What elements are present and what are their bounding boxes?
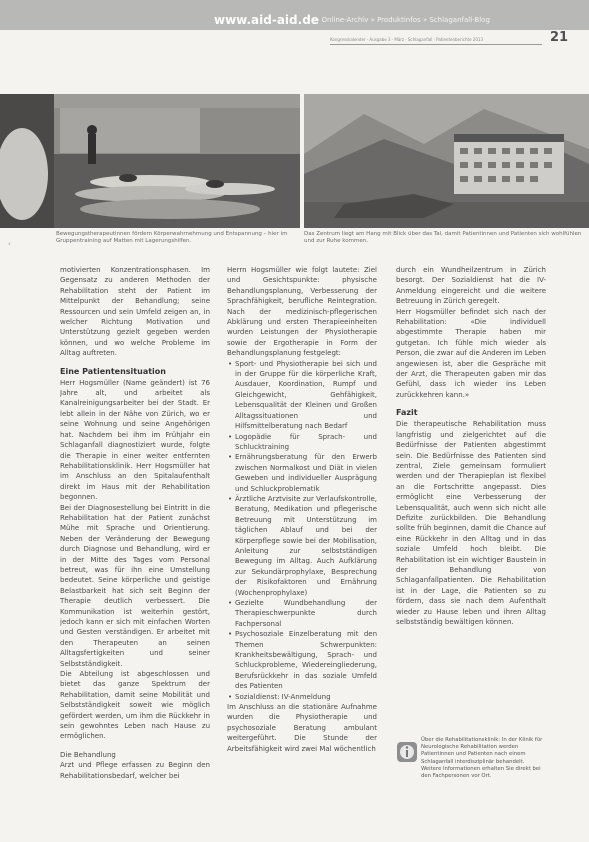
- photo-clinic-building: [304, 94, 589, 228]
- therapy-list-item: • Logopädie für Sprach- und Schlucktraining: [235, 432, 377, 453]
- therapy-list-item: • Sport- und Physiotherapie bei sich und in der Gruppe für die körperliche Kraft, Ausdauer, Koordination, Rumpf und Gleichgewicht, Gehfähigkeit, Lebensqualität der Kleinen und Großen Alltagssituationen und Hilfsmittelberatung nach Bedarf: [235, 359, 377, 432]
- photo-clinic-building-image: [304, 94, 589, 228]
- site-url[interactable]: www.aid-aid.de: [214, 13, 319, 27]
- therapy-list-item: • Gezielte Wundbehandlung der Therapieschwerpunkte durch Fachpersonal: [235, 598, 377, 629]
- col3-para2: Herr Hogsmüller befindet sich nach der Rehabilitation: «Die individuell abgestimmte Therapie haben mir gutgetan. Ich fühle mich wieder als Person, die zwar auf die Anderen im Leben angewiesen ist, aber die Gespräche mit der Arzt, die Therapeuten gaben mir das Gefühl, dass ich wieder ins Leben zurückkehren kann.»: [396, 307, 546, 399]
- header-subline: Kongresskalender · Ausgabe 3 · März · Schlaganfall · Patientenberichte 2013: [330, 37, 483, 42]
- article-column-1: [60, 265, 210, 835]
- col2-para1: Herrn Hogsmüller wie folgt lautete: Ziel und Gesichtspunkte: physische Behandlungsplanung, Verbesserung der Sprachfähigkeit, berufliche Reintegration. Nach der medizinisch-pflegerischen Abklärung und ersten Therapieeinheiten wurden Leistungen der Physiotherapie sowie der Ergotherapie in Form der Behandlungsplanung festgelegt:: [227, 266, 377, 358]
- photo-caption-right: Das Zentrum liegt am Hang mit Blick über das Tal, damit Patientinnen und Patienten sich wohlfühlen und zur Ruhe kommen.: [304, 231, 582, 244]
- info-box: [397, 737, 545, 799]
- photo-group-therapy-image: [0, 94, 300, 228]
- photo-caption-left: Bewegungstherapeutinnen fördern Körperwahrnehmung und Entspannung – hier im Gruppentraining auf Matten mit Lagerungshilfen.: [56, 231, 288, 244]
- info-icon-glyph: [397, 742, 417, 762]
- therapy-list-item: • Ernährungsberatung für den Erwerb zwischen Normalkost und Diät in vielen Geweben und individueller Ausprägung und Schluckproblematik: [235, 452, 377, 494]
- col1-intro: motivierten Konzentrationsphasen. Im Gegensatz zu anderen Methoden der Rehabilitation steht der Patient im Mittelpunkt der Behandlung; seine Ressourcen und sein Umfeld zeigen an, in welcher Richtung Motivation und Unterstützung gezielt gegeben werden können, und wo welche Probleme im Alltag auftreten.: [60, 266, 210, 358]
- therapy-list: [227, 359, 377, 702]
- col1-para3: Die Abteilung ist abgeschlossen und bietet das ganze Spektrum der Rehabilitation, damit seine Mobilität und Selbstständigkeit soweit wie möglich gefördert werden, um ihm die Rückkehr in sein gewohntes Leben nach Hause zu ermöglichen.: [60, 670, 210, 741]
- col3-para3: Die therapeutische Rehabilitation muss langfristig und zielgerichtet auf die Bedürfnisse der Patienten abgestimmt sein. Die Bedürfnisse des Patienten sind zentral, Ziele gemeinsam formuliert werden und der Therapieplan ist flexibel an die Fortschritte angepasst. Dies ermöglicht eine Verbesserung der Lebensqualität, auch wenn sich nicht alle Defizite zurückbilden. Die Behandlung sollte früh beginnen, damit die Chance auf eine Rückkehr in den Alltag und in das soziale Umfeld hoch bleibt. Die Rehabilitation ist ein wichtiger Baustein in der Behandlung von Schlaganfallpatienten. Die Rehabilitation ist in der Lage, die Patienten so zu fördern, dass sie nach dem Aufenthalt wieder zu Hause leben und ihren Alltag selbstständig bewältigen können.: [396, 420, 546, 626]
- header-divider: [330, 44, 542, 45]
- col1-para1: Herr Hogsmüller (Name geändert) ist 76 Jahre alt, und arbeitet als Kanalreinigungsarbeiter bei der Stadt. Er lebt allein in der Nähe von Zürich, wo er seine Wohnung und seine Angehörigen hat. Nachdem bei ihm im Frühjahr ein Schlaganfall diagnostiziert wurde, folgte die Therapie in einer weiter entfernten Rehabilitationsklinik. Herr Hogsmüller hat im Anschluss an den Spitalaufenthalt direkt im Haus mit der Rehabilitation begonnen.: [60, 378, 210, 502]
- therapy-list-item: • Psychosoziale Einzelberatung mit den Themen Schwerpunkten: Krankheitsbewältigung, Sprach- und Schluckprobleme, Wiedereingliederung, Berufsrückkehr in das soziale Umfeld des Patienten: [235, 629, 377, 691]
- col3-para1: durch ein Wundheilzentrum in Zürich besorgt. Der Sozialdienst hat die IV-Anmeldung eingereicht und die weitere Betreuung in Zürich geregelt.: [396, 266, 546, 306]
- info-box-text: Über die Rehabilitationsklinik: In der Klinik für Neurologische Rehabilitation werden Patientinnen und Patienten nach einem Schlaganfall interdisziplinär behandelt. Weitere Informationen erhalten Sie direkt bei den Fachpersonen vor Ort.: [421, 737, 543, 780]
- photo-group-therapy: [0, 94, 300, 228]
- col2-para2: Im Anschluss an die stationäre Aufnahme wurden die Physiotherapie und psychosoziale Beratung ambulant weitergeführt. Die Stunde der Arbeitsfähigkeit wird zwei Mal wöchentlich: [227, 703, 377, 753]
- heading-patient-situation: Eine Patientensituation: [60, 366, 166, 376]
- page-number: 21: [550, 30, 569, 45]
- therapy-list-item: • Sozialdienst: IV-Anmeldung: [235, 692, 377, 702]
- heading-conclusion: Fazit: [396, 408, 418, 418]
- article-column-3: [396, 265, 546, 735]
- col1-para4: Arzt und Pflege erfassen zu Beginn den Rehabilitationsbedarf, welcher bei: [60, 761, 210, 780]
- margin-mark: ‹: [8, 240, 11, 248]
- info-icon: [397, 742, 417, 762]
- therapy-list-item: • Ärztliche Arztvisite zur Verlaufskontrolle, Beratung, Medikation und pflegerische Betreuung mit Unterstützung im täglichen Ablauf und bei der Körperpflege sowie bei der Mobilisation, Anleitung zur selbstständigen Bewegung im Alltag. Auch Aufklärung zur Sekundärprophylaxe, Besprechung der Risikofaktoren und Ernährung (Wochenprophylaxe): [235, 494, 377, 598]
- heading-treatment: Die Behandlung: [60, 750, 116, 759]
- col1-para2: Bei der Diagnosestellung bei Eintritt in die Rehabilitation hat der Patient zunächst Mühe mit Sprache und Orientierung. Neben der Veränderung der Bewegung durch Diagnose und Behandlung, wird er in der Mitte des Tages vom Personal betreut, was für ihn eine Umstellung bedeutet. Seine körperliche und geistige Belastbarkeit hat sich seit Beginn der Therapie deutlich verbessert. Die Kommunikation ist weiterhin gestört, jedoch kann er sich mit einfachen Worten und Gesten verständigen. Er arbeitet mit den Therapeuten an seinen Alltagsfertigkeiten und seiner Selbstständigkeit.: [60, 503, 210, 668]
- article-column-2: [227, 265, 377, 835]
- header-nav[interactable]: » Online-Archiv » Produktinfos » Schlaganfall-Blog: [315, 16, 490, 24]
